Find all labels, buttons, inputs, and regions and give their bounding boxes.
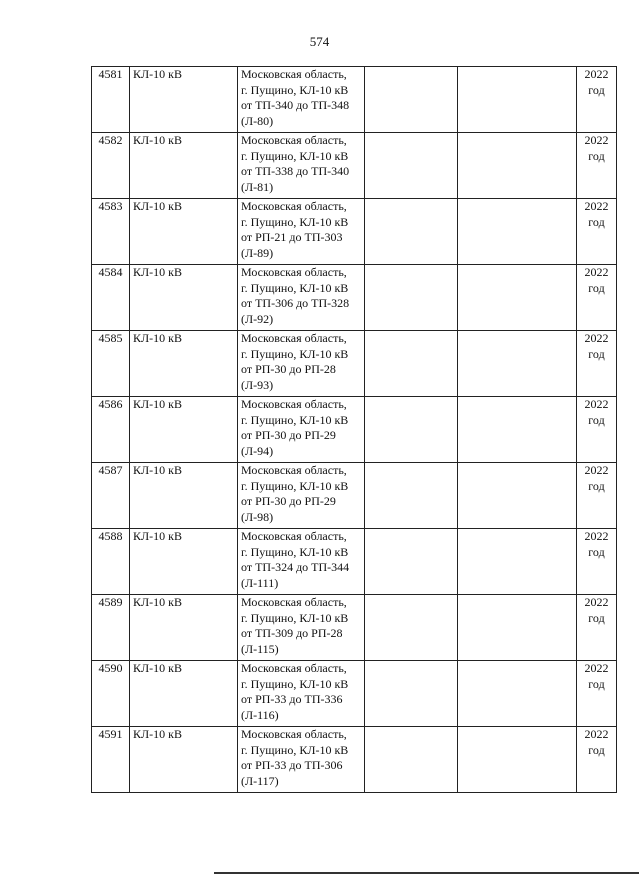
cable-type-cell: КЛ-10 кВ [130,661,238,727]
year-cell [577,133,617,199]
year-line: 2022 [584,199,609,213]
cable-type-cell: КЛ-10 кВ [130,397,238,463]
year-line: год [588,82,605,97]
empty-cell [458,397,577,463]
empty-cell [365,199,458,265]
cable-type-cell: КЛ-10 кВ [130,133,238,199]
year-cell [577,331,617,397]
year-cell [577,661,617,727]
address-line: от ТП-306 до ТП-328 [241,296,350,310]
cable-type-cell: КЛ-10 кВ [130,529,238,595]
year-line: год [588,610,605,625]
empty-cell [365,397,458,463]
row-number-cell: 4585 [92,331,130,397]
table-row [92,133,617,199]
table-row [92,727,617,793]
address-line: (Л-94) [241,443,274,458]
address-cell [238,199,365,265]
address-line: от РП-30 до РП-29 [241,428,336,442]
year-line: 2022 [584,595,609,609]
empty-cell [458,265,577,331]
address-line: Московская область, [241,595,347,609]
cable-type-cell: КЛ-10 кВ [130,265,238,331]
empty-cell [365,133,458,199]
address-line: от РП-33 до ТП-336 [241,692,343,706]
empty-cell [365,331,458,397]
table-row [92,463,617,529]
address-line: Московская область, [241,397,347,411]
address-cell [238,265,365,331]
table-row [92,397,617,463]
empty-cell [365,661,458,727]
address-line: г. Пущино, КЛ-10 кВ [241,214,349,229]
address-cell [238,133,365,199]
year-cell [577,397,617,463]
address-line: Московская область, [241,133,347,147]
year-line: год [588,412,605,427]
address-line: (Л-92) [241,311,274,326]
address-line: г. Пущино, КЛ-10 кВ [241,148,349,163]
bottom-rule [214,872,639,874]
row-number-cell: 4584 [92,265,130,331]
empty-cell [458,727,577,793]
address-cell [238,661,365,727]
address-line: г. Пущино, КЛ-10 кВ [241,742,349,757]
empty-cell [458,463,577,529]
address-line: (Л-93) [241,377,274,392]
address-line: (Л-116) [241,707,279,722]
address-cell [238,67,365,133]
address-line: от РП-21 до ТП-303 [241,230,343,244]
address-line: Московская область, [241,331,347,345]
address-line: от ТП-340 до ТП-348 [241,98,350,112]
cable-type-cell: КЛ-10 кВ [130,463,238,529]
cable-type-cell: КЛ-10 кВ [130,67,238,133]
address-line: г. Пущино, КЛ-10 кВ [241,82,349,97]
year-line: 2022 [584,397,609,411]
cable-type-cell: КЛ-10 кВ [130,727,238,793]
address-line: (Л-111) [241,575,279,590]
address-cell [238,529,365,595]
row-number-cell: 4587 [92,463,130,529]
address-cell [238,727,365,793]
address-line: Московская область, [241,529,347,543]
empty-cell [365,463,458,529]
empty-cell [365,595,458,661]
year-cell [577,595,617,661]
year-line: год [588,544,605,559]
address-line: от РП-30 до РП-28 [241,362,336,376]
address-line: г. Пущино, КЛ-10 кВ [241,676,349,691]
address-cell [238,331,365,397]
empty-cell [458,199,577,265]
cable-type-cell: КЛ-10 кВ [130,331,238,397]
address-line: Московская область, [241,463,347,477]
address-cell [238,397,365,463]
year-line: год [588,478,605,493]
address-cell [238,595,365,661]
year-cell [577,463,617,529]
empty-cell [365,727,458,793]
year-line: год [588,214,605,229]
empty-cell [458,595,577,661]
address-line: от ТП-324 до ТП-344 [241,560,350,574]
address-line: (Л-89) [241,245,274,260]
empty-cell [458,67,577,133]
year-line: 2022 [584,67,609,81]
table-row [92,595,617,661]
year-cell [577,199,617,265]
row-number-cell: 4581 [92,67,130,133]
year-cell [577,265,617,331]
table-row [92,529,617,595]
row-number-cell: 4582 [92,133,130,199]
year-line: 2022 [584,265,609,279]
address-line: (Л-81) [241,179,274,194]
cable-type-cell: КЛ-10 кВ [130,199,238,265]
table-row [92,199,617,265]
year-line: год [588,742,605,757]
year-line: 2022 [584,529,609,543]
empty-cell [458,133,577,199]
year-line: 2022 [584,463,609,477]
cable-type-cell: КЛ-10 кВ [130,595,238,661]
year-line: 2022 [584,661,609,675]
row-number-cell: 4583 [92,199,130,265]
address-line: (Л-117) [241,773,279,788]
address-line: (Л-98) [241,509,274,524]
row-number-cell: 4589 [92,595,130,661]
address-line: Московская область, [241,727,347,741]
address-line: от РП-30 до РП-29 [241,494,336,508]
address-line: г. Пущино, КЛ-10 кВ [241,346,349,361]
row-number-cell: 4586 [92,397,130,463]
empty-cell [458,529,577,595]
row-number-cell: 4588 [92,529,130,595]
address-cell [238,463,365,529]
empty-cell [365,529,458,595]
register-table [91,66,617,793]
address-line: г. Пущино, КЛ-10 кВ [241,478,349,493]
table-row [92,67,617,133]
year-cell [577,529,617,595]
year-line: 2022 [584,133,609,147]
empty-cell [458,661,577,727]
empty-cell [365,265,458,331]
table-row [92,661,617,727]
address-line: от РП-33 до ТП-306 [241,758,343,772]
row-number-cell: 4590 [92,661,130,727]
year-line: 2022 [584,727,609,741]
year-cell [577,727,617,793]
address-line: Московская область, [241,199,347,213]
year-cell [577,67,617,133]
address-line: Московская область, [241,265,347,279]
address-line: (Л-80) [241,113,274,128]
address-line: от ТП-309 до РП-28 [241,626,343,640]
empty-cell [458,331,577,397]
empty-cell [365,67,458,133]
year-line: год [588,676,605,691]
address-line: г. Пущино, КЛ-10 кВ [241,412,349,427]
page-number: 574 [309,34,330,49]
row-number-cell: 4591 [92,727,130,793]
year-line: год [588,280,605,295]
address-line: (Л-115) [241,641,279,656]
address-line: от ТП-338 до ТП-340 [241,164,350,178]
address-line: г. Пущино, КЛ-10 кВ [241,610,349,625]
table-row [92,331,617,397]
address-line: Московская область, [241,661,347,675]
year-line: 2022 [584,331,609,345]
year-line: год [588,148,605,163]
address-line: Московская область, [241,67,347,81]
address-line: г. Пущино, КЛ-10 кВ [241,544,349,559]
address-line: г. Пущино, КЛ-10 кВ [241,280,349,295]
year-line: год [588,346,605,361]
table-row [92,265,617,331]
register-table-body [92,67,617,793]
